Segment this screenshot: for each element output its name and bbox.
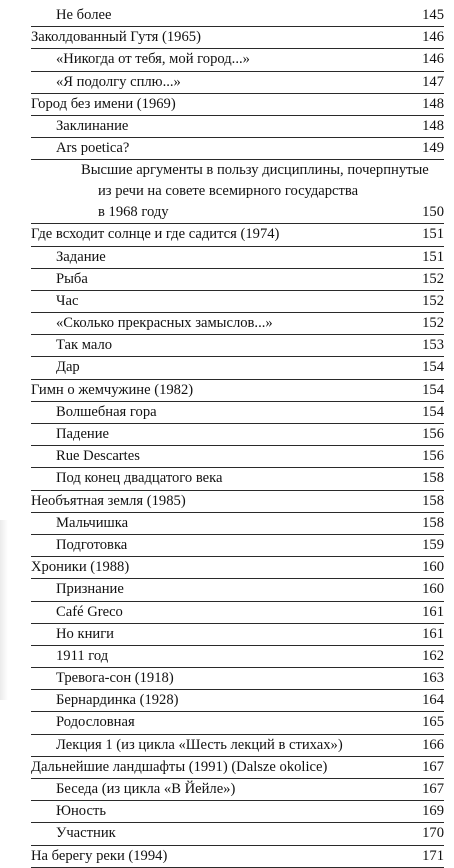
toc-page-number: 156 xyxy=(422,448,444,465)
toc-page-number: 164 xyxy=(422,692,444,709)
toc-entry xyxy=(31,357,444,379)
toc-entry-title-line: в 1968 году xyxy=(98,204,169,221)
toc-entry-title: Город без имени (1969) xyxy=(31,95,176,112)
toc-entry xyxy=(31,535,444,557)
toc-page-number: 152 xyxy=(422,270,444,287)
toc-page-number: 154 xyxy=(422,359,444,376)
toc-entry xyxy=(31,779,444,801)
toc-entry-title: Родословная xyxy=(56,714,135,731)
toc-page-number: 148 xyxy=(422,117,444,134)
toc-entry xyxy=(31,446,444,468)
toc-entry xyxy=(31,269,444,291)
toc-section-entry xyxy=(31,27,444,49)
toc-page-number: 151 xyxy=(422,248,444,265)
toc-entry xyxy=(31,801,444,823)
toc-page-number: 146 xyxy=(422,51,444,68)
toc-entry-title: «Сколько прекрасных замыслов...» xyxy=(56,315,273,332)
toc-entry xyxy=(31,468,444,490)
toc-entry xyxy=(31,72,444,94)
toc-entry-title: Признание xyxy=(56,581,124,598)
toc-entry-title: Задание xyxy=(56,248,106,265)
toc-entry-title: Необъятная земля (1985) xyxy=(31,492,186,509)
toc-section-entry xyxy=(31,757,444,779)
toc-page-number: 145 xyxy=(422,7,444,23)
toc-entry-title: Тревога-сон (1918) xyxy=(56,670,174,687)
toc-page-number: 148 xyxy=(422,95,444,112)
toc-entry-title: Бернардинка (1928) xyxy=(56,692,179,709)
toc-entry xyxy=(31,138,444,160)
toc-entry-title: Падение xyxy=(56,426,110,442)
toc-page-number: 156 xyxy=(422,426,444,442)
toc-section-entry xyxy=(31,491,444,513)
toc-page-number: 146 xyxy=(422,29,444,46)
toc-entry-title: Мальчишка xyxy=(56,514,129,531)
toc-entry-title: На берегу реки (1994) xyxy=(31,847,168,864)
toc-entry-title: 1911 год xyxy=(56,647,109,664)
toc-entry xyxy=(31,313,444,335)
toc-entry-title: Лекция 1 (из цикла «Шесть лекций в стихах») xyxy=(56,736,343,753)
toc-entry xyxy=(31,735,444,757)
toc-section-entry xyxy=(31,846,444,868)
toc-entry xyxy=(31,5,444,27)
toc-page-number: 151 xyxy=(422,226,444,243)
toc-entry-title: Час xyxy=(56,292,79,309)
toc-entry xyxy=(31,402,444,424)
toc-section-entry xyxy=(31,224,444,246)
toc-page-number: 150 xyxy=(422,204,444,221)
toc-entry xyxy=(31,712,444,734)
toc-page-number: 152 xyxy=(422,292,444,309)
toc-entry xyxy=(31,602,444,624)
toc-page-number: 154 xyxy=(422,403,444,420)
toc-entry-title: «Я подолгу сплю...» xyxy=(56,73,181,90)
toc-page-number: 158 xyxy=(422,514,444,531)
toc-entry xyxy=(31,247,444,269)
toc-entry xyxy=(31,579,444,601)
toc-entry-title: Гимн о жемчужине (1982) xyxy=(31,381,194,398)
toc-entry-title-line: из речи на совете всемирного государства xyxy=(98,183,359,200)
toc-entry-title: Рыба xyxy=(56,270,88,287)
toc-page-number: 158 xyxy=(422,470,444,487)
toc-page-number: 169 xyxy=(422,803,444,820)
toc-entry-title: Хроники (1988) xyxy=(31,559,130,576)
toc-page-number: 163 xyxy=(422,670,444,687)
toc-entry xyxy=(31,424,444,446)
toc-entry xyxy=(31,624,444,646)
toc-entry xyxy=(31,160,444,224)
toc-entry-title-line: Высшие аргументы в пользу дисциплины, почерпнутые xyxy=(81,162,429,179)
table-of-contents xyxy=(31,5,444,868)
toc-page-number: 160 xyxy=(422,581,444,598)
toc-page-number: 161 xyxy=(422,625,444,642)
toc-entry-title: Дар xyxy=(56,359,80,376)
toc-entry xyxy=(31,513,444,535)
toc-entry-title xyxy=(56,160,454,223)
toc-entry xyxy=(31,646,444,668)
toc-entry-title: Участник xyxy=(56,825,116,842)
toc-entry-title: Беседа (из цикла «В Йейле») xyxy=(56,781,236,797)
toc-entry xyxy=(31,291,444,313)
toc-entry-title: Ars poetica? xyxy=(56,140,130,157)
toc-entry xyxy=(31,116,444,138)
toc-section-entry xyxy=(31,94,444,116)
toc-entry-title: Дальнейшие ландшафты (1991) (Dalsze okolice) xyxy=(31,758,328,775)
toc-page-number: 167 xyxy=(422,758,444,775)
toc-page-number: 162 xyxy=(422,647,444,664)
toc-entry-title: Заколдованный Гутя (1965) xyxy=(31,29,201,46)
toc-page-number: 160 xyxy=(422,559,444,576)
toc-entry-title: Под конец двадцатого века xyxy=(56,470,223,487)
toc-page-number: 154 xyxy=(422,381,444,398)
toc-entry xyxy=(31,690,444,712)
page-edge-shadow xyxy=(0,520,8,700)
toc-entry-title: Заклинание xyxy=(56,117,129,134)
toc-page-number: 167 xyxy=(422,781,444,797)
toc-page-number: 149 xyxy=(422,140,444,157)
toc-page-number: 158 xyxy=(422,492,444,509)
toc-page-number: 165 xyxy=(422,714,444,731)
toc-section-entry xyxy=(31,380,444,402)
toc-entry xyxy=(31,668,444,690)
toc-entry xyxy=(31,335,444,357)
toc-entry-title: Café Greco xyxy=(56,603,123,620)
toc-entry-title: Где всходит солнце и где садится (1974) xyxy=(31,226,280,243)
toc-page-number: 161 xyxy=(422,603,444,620)
toc-entry xyxy=(31,823,444,845)
toc-entry-title: Волшебная гора xyxy=(56,403,157,420)
toc-entry-title: Так мало xyxy=(56,337,113,354)
toc-page-number: 147 xyxy=(422,73,444,90)
toc-entry-title: Не более xyxy=(56,7,112,23)
toc-page-number: 152 xyxy=(422,315,444,332)
toc-page-number: 166 xyxy=(422,736,444,753)
toc-page-number: 159 xyxy=(422,536,444,553)
toc-page-number: 153 xyxy=(422,337,444,354)
toc-entry xyxy=(31,49,444,71)
toc-entry-title: «Никогда от тебя, мой город...» xyxy=(56,51,250,68)
toc-entry-title: Но книги xyxy=(56,625,114,642)
toc-entry-title: Rue Descartes xyxy=(56,448,140,465)
toc-entry-title: Подготовка xyxy=(56,536,128,553)
toc-page-number: 170 xyxy=(422,825,444,842)
toc-entry-title: Юность xyxy=(56,803,106,820)
toc-section-entry xyxy=(31,557,444,579)
toc-page-number: 171 xyxy=(422,847,444,864)
